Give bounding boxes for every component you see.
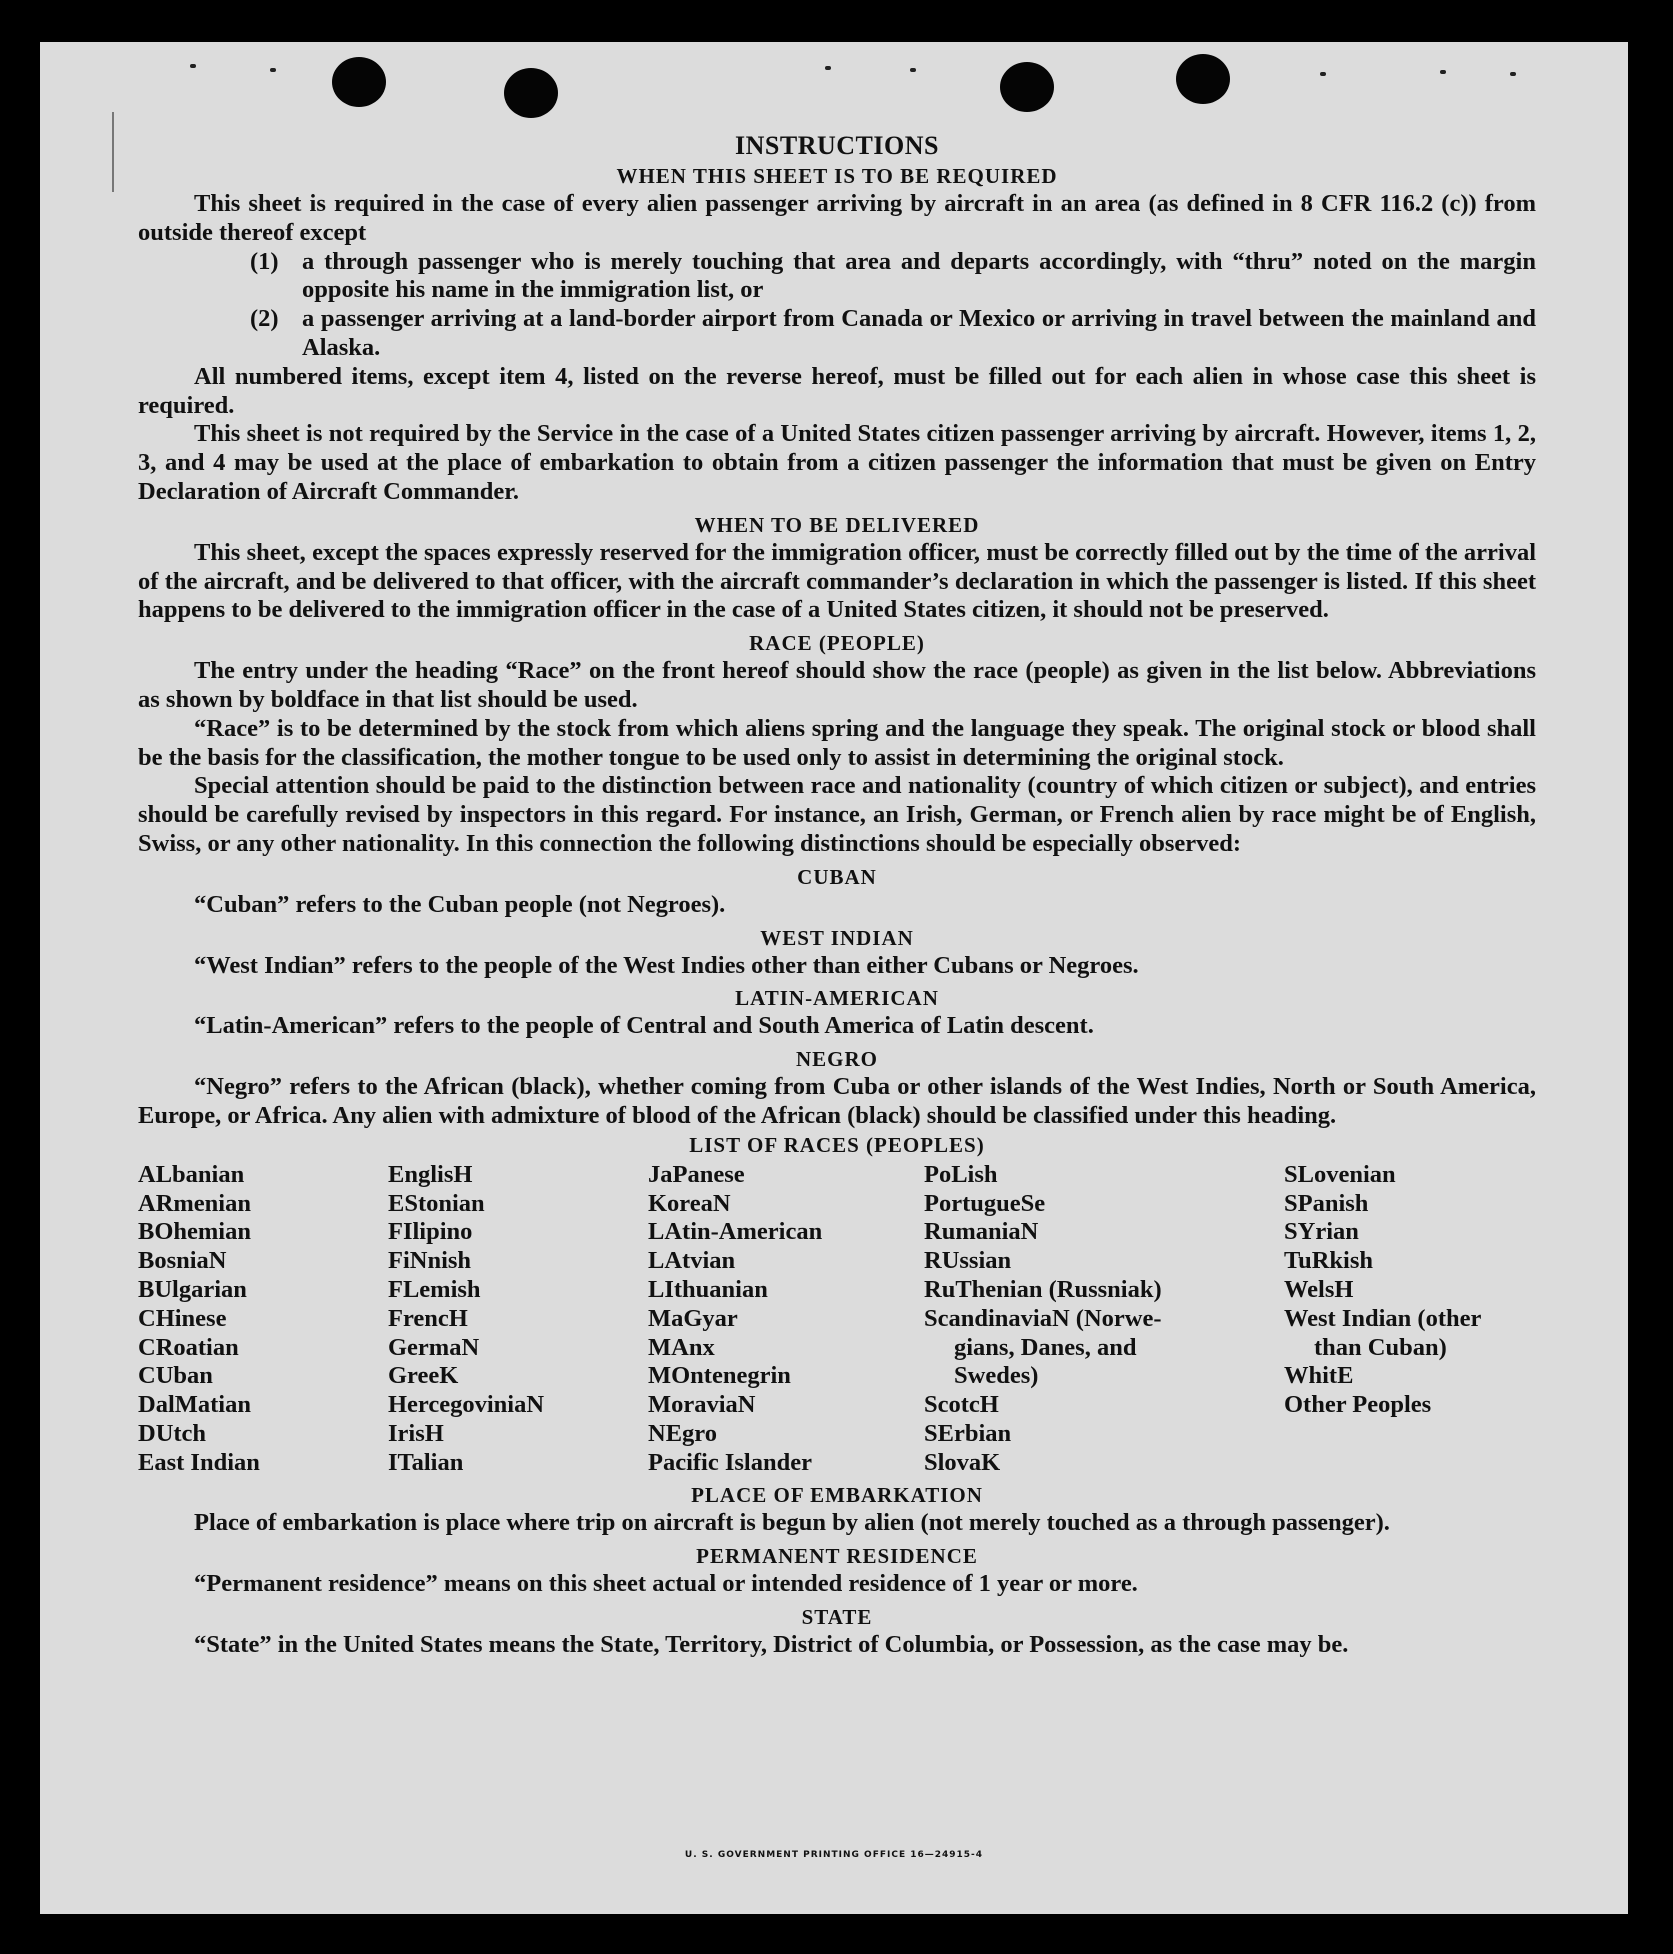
race-entry: SlovaK xyxy=(924,1448,1001,1476)
section-heading: NEGRO xyxy=(795,1047,878,1072)
section-heading: PERMANENT RESIDENCE xyxy=(696,1544,978,1569)
punch-hole xyxy=(332,57,386,107)
section-heading: LATIN-AMERICAN xyxy=(735,986,939,1011)
race-column xyxy=(648,1161,924,1478)
race-entry: CHinese xyxy=(138,1304,227,1332)
section-heading: RACE (PEOPLE) xyxy=(749,631,925,656)
paragraph: “Cuban” refers to the Cuban people (not Negroes). xyxy=(194,890,726,918)
race-entry: LAtvian xyxy=(648,1247,736,1275)
speck xyxy=(1320,72,1326,76)
race-entry: RuThenian (Russniak) xyxy=(924,1275,1162,1303)
paragraph: This sheet is required in the case of every alien passenger arriving by aircraft in an area (as defined in 8 CFR 116.2 (c)) from outside thereof except xyxy=(138,190,1536,246)
race-entry: DalMatian xyxy=(138,1391,251,1419)
paragraph: This sheet, except the spaces expressly reserved for the immigration officer, must be correctly filled out by the time of the arrival of the aircraft, and be delivered to that officer, with the aircraft commander’s declaration in which the passenger is listed. If this sheet happens to be delivered to the immigration officer in the case of a United States citizen, it should not be preserved. xyxy=(138,538,1536,624)
section-heading: STATE xyxy=(801,1605,873,1630)
race-entry: ITalian xyxy=(388,1448,464,1476)
margin-mark xyxy=(112,112,114,192)
race-column xyxy=(924,1161,1284,1478)
race-entry: Pacific Islander xyxy=(648,1448,812,1476)
race-entry: FiNnish xyxy=(388,1247,472,1275)
race-entry: MaGyar xyxy=(648,1304,738,1332)
race-entry: MOntenegrin xyxy=(648,1362,791,1390)
section-heading: CUBAN xyxy=(797,864,877,889)
race-entry: BUlgarian xyxy=(138,1275,247,1303)
race-entry: GermaN xyxy=(388,1333,480,1361)
speck xyxy=(270,68,276,72)
race-entry: HercegoviniaN xyxy=(388,1391,545,1419)
race-entry: Swedes) xyxy=(954,1362,1039,1390)
race-entry: KoreaN xyxy=(648,1189,731,1217)
race-entry: MAnx xyxy=(648,1333,715,1361)
punch-hole xyxy=(504,68,558,118)
race-entry: IrisH xyxy=(388,1419,444,1447)
section-heading: WHEN THIS SHEET IS TO BE REQUIRED xyxy=(616,164,1058,188)
race-entry: GreeK xyxy=(388,1362,459,1390)
race-column xyxy=(138,1161,388,1478)
race-entry: ARmenian xyxy=(138,1189,251,1217)
race-entry: BOhemian xyxy=(138,1218,251,1246)
race-column xyxy=(1284,1161,1536,1478)
race-entry: BosniaN xyxy=(138,1247,227,1275)
paragraph: “Race” is to be determined by the stock from which aliens spring and the language they speak. The original stock or blood shall be the basis for the classification, the mother tongue to be used only to assist in determining the original stock. xyxy=(138,714,1536,771)
speck xyxy=(1440,70,1446,74)
document-page xyxy=(40,42,1628,1914)
speck xyxy=(825,66,831,70)
race-entry: East Indian xyxy=(138,1448,260,1476)
instructions-body xyxy=(138,130,1536,1660)
speck xyxy=(1510,72,1516,76)
section-heading: PLACE OF EMBARKATION xyxy=(691,1483,983,1508)
race-entry: WelsH xyxy=(1284,1275,1354,1303)
race-column xyxy=(388,1161,648,1478)
paragraph: “West Indian” refers to the people of the West Indies other than either Cubans or Negroes. xyxy=(194,951,1139,979)
paragraph: Special attention should be paid to the distinction between race and nationality (country of which citizen or subject), and entries should be carefully revised by inspectors in this regard. For instance, an Irish, German, or French alien by race might be of English, Swiss, or any other nationality. In this connection the following distinctions should be especially observed: xyxy=(138,772,1536,857)
item-text: a through passenger who is merely touching that area and departs accordingly, with “thru” noted on the margin opposite his name in the immigration list, or xyxy=(302,247,1536,304)
race-entry: PortugueSe xyxy=(924,1189,1046,1217)
race-entry: RumaniaN xyxy=(924,1218,1039,1246)
paragraph: This sheet is not required by the Service in the case of a United States citizen passenger arriving by aircraft. However, items 1, 2, 3, and 4 may be used at the place of embarkation to obtain from a citizen passenger the information that must be given on Entry Declaration of Aircraft Commander. xyxy=(138,420,1536,505)
paragraph: “Negro” refers to the African (black), whether coming from Cuba or other islands of the West Indies, North or South America, Europe, or Africa. Any alien with admixture of blood of the African (black) should be classified under this heading. xyxy=(138,1073,1536,1129)
section-heading: WEST INDIAN xyxy=(760,925,914,950)
race-entry: West Indian (other xyxy=(1284,1304,1482,1332)
page-title: INSTRUCTIONS xyxy=(735,131,939,160)
race-entry: SPanish xyxy=(1284,1189,1369,1217)
race-entry: SLovenian xyxy=(1284,1160,1396,1188)
race-entry: CUban xyxy=(138,1362,213,1390)
race-entry: DUtch xyxy=(138,1419,207,1447)
paragraph: “State” in the United States means the State, Territory, District of Columbia, or Possession, as the case may be. xyxy=(194,1631,1349,1659)
paragraph: All numbered items, except item 4, listed on the reverse hereof, must be filled out for each alien in whose case this sheet is required. xyxy=(138,362,1536,419)
race-entry: FrencH xyxy=(388,1304,468,1332)
section-heading: LIST OF RACES (PEOPLES) xyxy=(689,1132,985,1157)
race-entry: NEgro xyxy=(648,1419,717,1447)
paragraph: “Permanent residence” means on this sheet actual or intended residence of 1 year or more. xyxy=(194,1570,1138,1598)
race-entry: EnglisH xyxy=(388,1160,473,1188)
race-entry: CRoatian xyxy=(138,1333,239,1361)
race-entry: SYrian xyxy=(1284,1218,1359,1246)
list-item xyxy=(250,248,1536,306)
race-entry: ALbanian xyxy=(138,1160,245,1188)
paragraph: “Latin-American” refers to the people of Central and South America of Latin descent. xyxy=(194,1012,1094,1040)
race-entry: gians, Danes, and xyxy=(954,1333,1137,1361)
section-heading: WHEN TO BE DELIVERED xyxy=(694,512,980,537)
speck xyxy=(190,64,196,68)
list-item xyxy=(250,305,1536,363)
punch-hole xyxy=(1000,62,1054,112)
race-entry: PoLish xyxy=(924,1160,998,1188)
item-number: (2) xyxy=(250,305,279,333)
race-entry: SErbian xyxy=(924,1419,1012,1447)
race-entry: FIlipino xyxy=(388,1218,473,1246)
race-entry: Other Peoples xyxy=(1284,1391,1432,1419)
race-list xyxy=(138,1161,1536,1478)
race-entry: ScotcH xyxy=(924,1391,999,1419)
race-entry: FLemish xyxy=(388,1275,481,1303)
race-entry: JaPanese xyxy=(648,1160,745,1188)
race-entry: LAtin-American xyxy=(648,1218,823,1246)
race-entry: RUssian xyxy=(924,1247,1012,1275)
race-entry: MoraviaN xyxy=(648,1391,756,1419)
punch-hole xyxy=(1176,54,1230,104)
race-entry: ScandinaviaN (Norwe- xyxy=(924,1304,1162,1332)
race-entry: LIthuanian xyxy=(648,1275,768,1303)
paragraph: The entry under the heading “Race” on the front hereof should show the race (people) as given in the list below. Abbreviations as shown by boldface in that list should be used. xyxy=(138,657,1536,713)
printer-imprint: U. S. GOVERNMENT PRINTING OFFICE 16—24915-4 xyxy=(684,1850,984,1860)
speck xyxy=(910,68,916,72)
paragraph: Place of embarkation is place where trip on aircraft is begun by alien (not merely touched as a through passenger). xyxy=(194,1509,1390,1537)
item-text: a passenger arriving at a land-border airport from Canada or Mexico or arriving in travel between the mainland and Alaska. xyxy=(302,305,1536,361)
race-entry: than Cuban) xyxy=(1314,1333,1447,1361)
race-entry: TuRkish xyxy=(1284,1247,1374,1275)
race-entry: WhitE xyxy=(1284,1362,1354,1390)
item-number: (1) xyxy=(250,247,279,275)
race-entry: EStonian xyxy=(388,1189,485,1217)
